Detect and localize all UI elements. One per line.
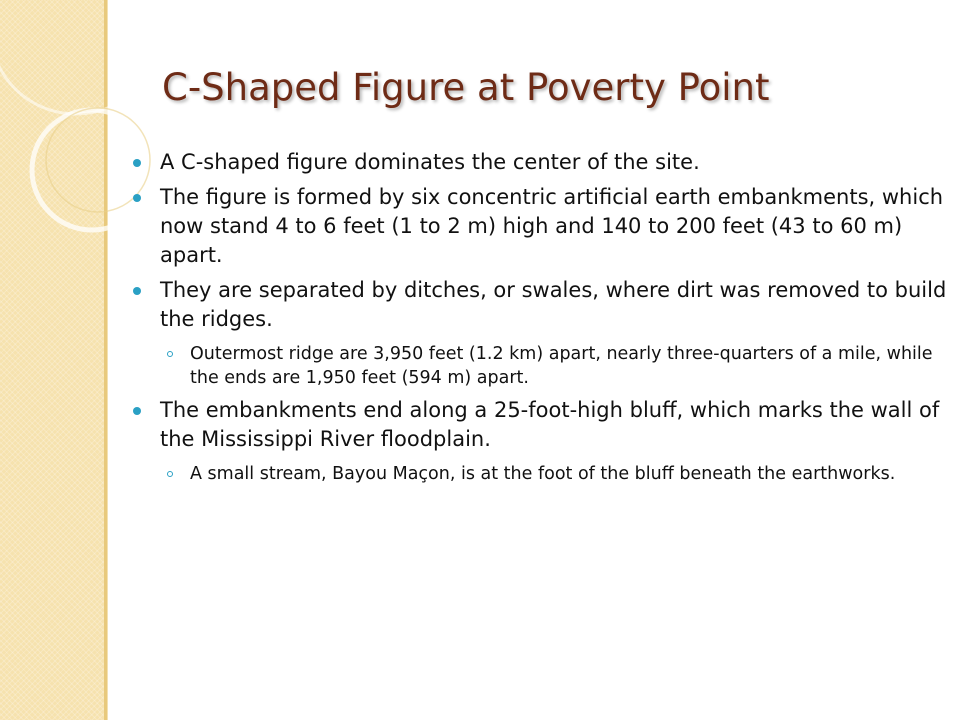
sub-bullet-item: [132, 342, 960, 390]
bullet-item: [132, 396, 960, 454]
bullet-list: [132, 148, 960, 492]
sub-bullet-ring-icon: [167, 471, 173, 477]
bullet-text: They are separated by ditches, or swales, where dirt was removed to build the ridges.: [160, 278, 947, 331]
bullet-dot-icon: [133, 159, 141, 167]
slide-title: C-Shaped Figure at Poverty Point: [162, 66, 770, 109]
bullet-text: A C-shaped figure dominates the center of the site.: [160, 150, 700, 174]
sub-bullet-ring-icon: [167, 351, 173, 357]
bullet-dot-icon: [133, 194, 141, 202]
bullet-item: [132, 148, 960, 177]
bullet-text: The embankments end along a 25-foot-high bluff, which marks the wall of the Mississippi River floodplain.: [160, 398, 940, 451]
sub-bullet-text: A small stream, Bayou Maçon, is at the foot of the bluff beneath the earthworks.: [190, 464, 896, 484]
bullet-dot-icon: [133, 407, 141, 415]
bullet-item: [132, 183, 960, 270]
sub-bullet-item: [132, 462, 960, 486]
bullet-item: [132, 276, 960, 334]
bullet-text: The figure is formed by six concentric artificial earth embankments, which now stand 4 to 6 feet (1 to 2 m) high and 140 to 200 feet (43 to 60 m) apart.: [160, 185, 944, 267]
bullet-dot-icon: [133, 287, 141, 295]
sub-bullet-text: Outermost ridge are 3,950 feet (1.2 km) apart, nearly three-quarters of a mile, while the ends are 1,950 feet (594 m) apart.: [190, 344, 933, 388]
